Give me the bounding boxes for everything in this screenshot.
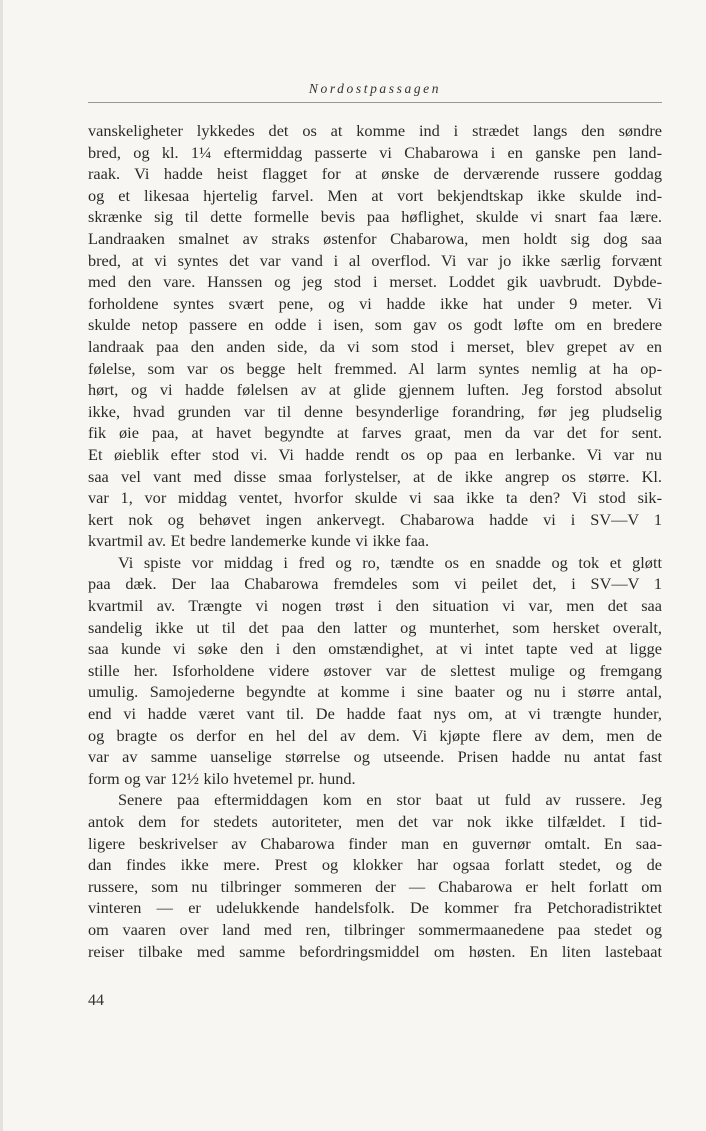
text-line: antok dem for stedets autoriteter, men det var nok ikke tilfældet. I tid-: [88, 812, 662, 831]
text-line: dan findes ikke mere. Prest og klokker har ogsaa forlatt stedet, og de: [88, 855, 662, 875]
text-line: paa dæk. Der laa Chabarowa fremdeles som vi peilet det, i SV—V 1: [88, 574, 662, 594]
text-line: skulde netop passere en odde i isen, som gav os godt løfte om en bredere: [88, 315, 662, 335]
text-line: ikke, hvad grunden var til denne besynderlige forandring, før jeg pludselig: [88, 401, 662, 421]
text-line: hørt, og vi hadde følelsen av at glide gjennem luften. Jeg forstod absolut: [88, 380, 662, 400]
text-line: kert nok og behøvet ingen ankervegt. Chabarowa hadde vi i SV—V 1: [88, 509, 662, 529]
text-line: om vaaren over land med ren, tilbringer sommermaanedene paa stedet og: [88, 919, 662, 939]
body-text: [88, 120, 662, 962]
text-line: raak. Vi hadde heist flagget for at ønske de derværende russere goddag: [88, 164, 662, 184]
text-line: landraak paa den anden side, da vi som stod i merset, blev grepet av en: [88, 336, 662, 356]
text-line: var 1, vor middag ventet, hvorfor skulde vi saa ikke ta den? Vi stod sik-: [88, 488, 662, 508]
text-line: saa kunde vi søke den i den omstændighet, at vi intet tapte ved at ligge: [88, 639, 662, 659]
text-line: vinteren — er udelukkende handelsfolk. De kommer fra Petchoradistriktet: [88, 898, 662, 918]
text-line: sandelig ikke ut til det paa den latter og munterhet, som hersket overalt,: [88, 617, 662, 637]
text-line: Landraaken smalnet av straks østenfor Chabarowa, men holdt sig dog saa: [88, 228, 662, 248]
running-head: Nordostpassagen: [308, 81, 442, 96]
text-line: form og var 12½ kilo hvetemel pr. hund.: [88, 768, 356, 788]
text-line: Et øieblik efter stod vi. Vi hadde rendt os op paa en lerbanke. Vi var nu: [88, 444, 662, 464]
text-line: og bragte os derfor en hel del av dem. Vi kjøpte flere av dem, men de: [88, 725, 662, 745]
text-line: stille her. Isforholdene videre østover var de slettest mulige og fremgang: [88, 660, 662, 680]
text-line: kvartmil av. Trængte vi nogen trøst i den situation vi var, men det saa: [88, 596, 662, 616]
text-line: end vi hadde været vant til. De hadde faat nys om, at vi trængte hunder,: [88, 704, 662, 724]
text-line: reiser tilbake med samme befordringsmiddel om høsten. En liten lastebaat: [88, 941, 662, 961]
text-line: Senere paa eftermiddagen kom en stor baat ut fuld av russere. Jeg: [118, 790, 662, 810]
text-line: fik øie paa, at havet begyndte at farves graat, men da var det for sent.: [88, 423, 662, 443]
text-line: vanskeligheter lykkedes det os at komme ind i strædet langs den søndre: [88, 121, 662, 140]
text-line: kvartmil av. Et bedre landemerke kunde vi ikke faa.: [88, 531, 430, 551]
text-line: forholdene syntes svært pene, og vi hadde ikke hat under 9 meter. Vi: [88, 293, 662, 313]
text-line: bred, og kl. 1¼ eftermiddag passerte vi Chabarowa i en ganske pen land-: [88, 142, 662, 162]
text-line: var av samme uanselige størrelse og utseende. Prisen hadde nu antat fast: [88, 747, 662, 767]
text-line: skrænke sig til dette formelle bevis paa høflighet, skulde vi snart faa lære.: [88, 207, 662, 227]
text-line: russere, som nu tilbringer sommeren der — Chabarowa er helt forlatt om: [88, 876, 662, 896]
text-line: med den vare. Hanssen og jeg stod i merset. Loddet gik uavbrudt. Dybde-: [88, 272, 662, 292]
text-line: følelse, som var os begge helt fremmed. Al larm syntes nemlig at ha op-: [88, 358, 662, 378]
text-line: Vi spiste vor middag i fred og ro, tændte os en snadde og tok et gløtt: [118, 552, 662, 572]
text-line: umulig. Samojederne begyndte at komme i sine baater og nu i større antal,: [88, 682, 662, 702]
text-line: ligere beskrivelser av Chabarowa finder man en guvernør omtalt. En saa-: [88, 833, 662, 853]
page-number: 44: [88, 992, 104, 1009]
text-line: saa vel vant med disse smaa forlystelser, at de ikke angrep os større. Kl.: [88, 466, 662, 486]
text-line: og et likesaa hjertelig farvel. Men at vort bekjendtskap ikke skulde ind-: [88, 185, 662, 205]
text-line: bred, at vi syntes det var vand i al overflod. Vi var jo ikke særlig forvænt: [88, 250, 662, 270]
header-rule: [88, 102, 662, 103]
